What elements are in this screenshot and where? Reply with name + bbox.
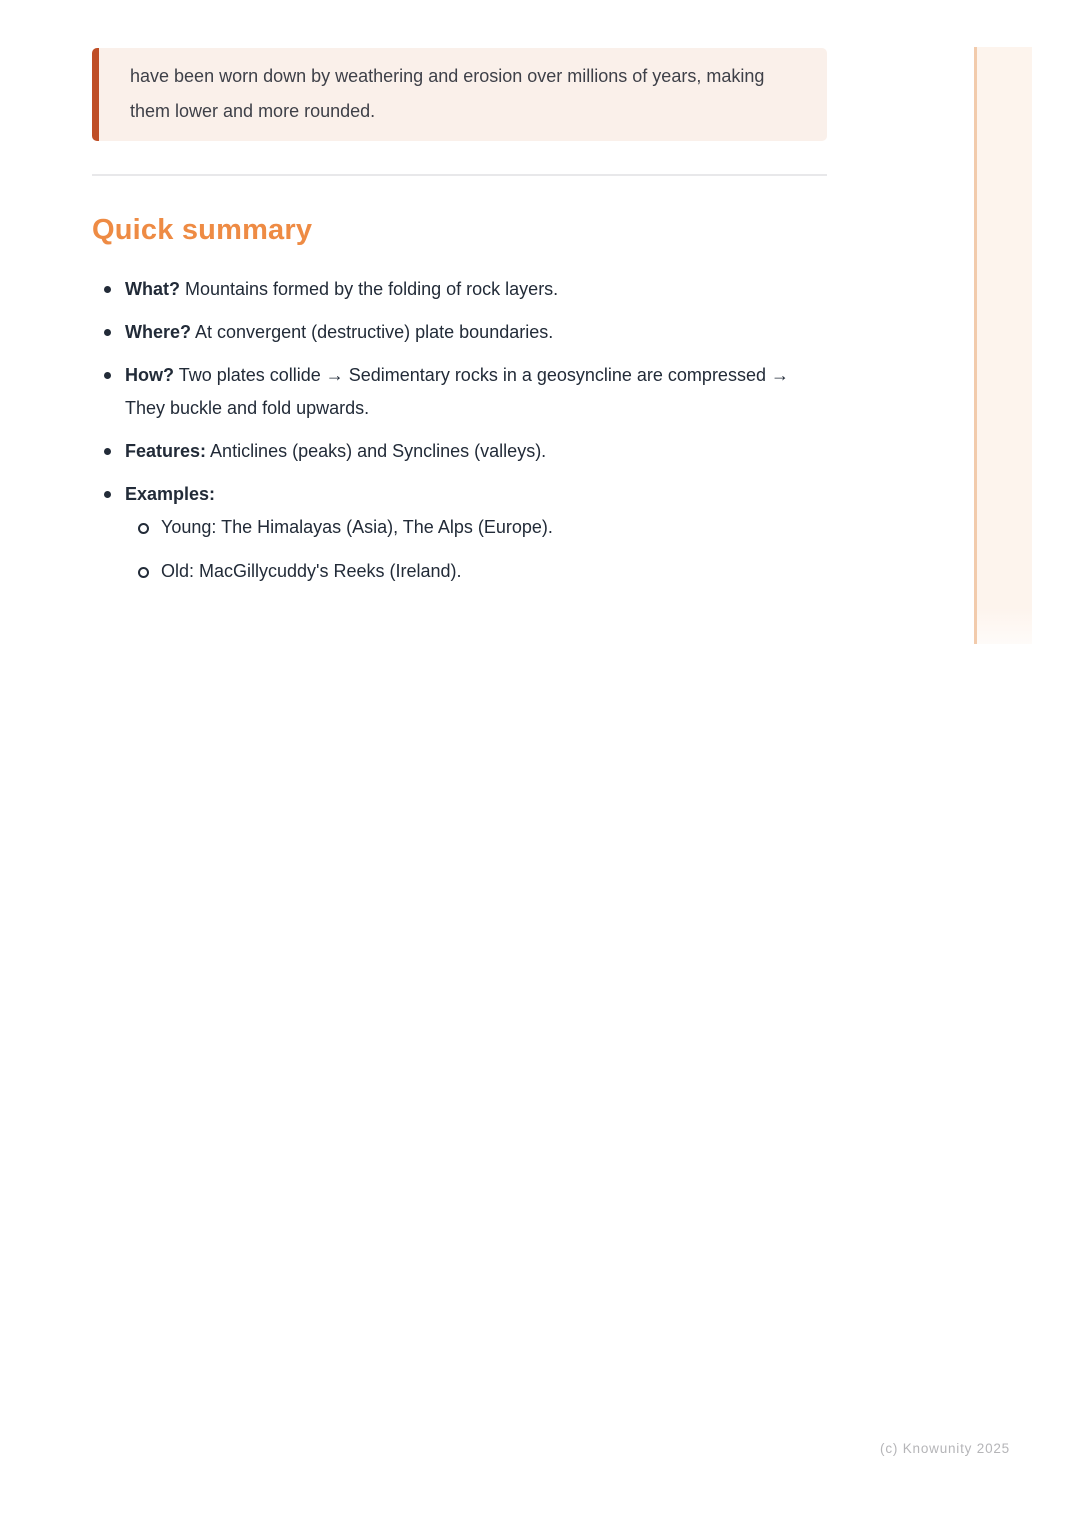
list-item-features [92, 435, 827, 468]
quote-callout [92, 48, 827, 141]
item-text: At convergent (destructive) plate boundaries. [195, 322, 554, 342]
page-edge-decoration [974, 47, 1032, 644]
summary-list [92, 273, 827, 588]
list-item-where [92, 316, 827, 349]
item-label: What? [125, 279, 180, 299]
item-label: Where? [125, 322, 192, 342]
item-text: Two plates collide → Sedimentary rocks in a geosyncline are compressed → They buckle and fold upwards. [125, 365, 789, 418]
examples-sub-list [125, 511, 827, 588]
sub-list-item-young: Young: The Himalayas (Asia), The Alps (Europe). [125, 511, 827, 544]
item-text: Anticlines (peaks) and Synclines (valleys). [210, 441, 547, 461]
sub-list-item-old: Old: MacGillycuddy's Reeks (Ireland). [125, 555, 827, 588]
document-content [92, 48, 827, 598]
list-item-examples [92, 478, 827, 588]
item-label: Examples: [125, 484, 216, 504]
section-divider [92, 174, 827, 176]
item-text: Mountains formed by the folding of rock layers. [185, 279, 559, 299]
list-item-what [92, 273, 827, 306]
section-heading: Quick summary [92, 214, 313, 246]
list-item-how [92, 359, 827, 425]
item-label: Features: [125, 441, 207, 461]
callout-text: have been worn down by weathering and erosion over millions of years, making them lower and more rounded. [130, 66, 765, 121]
item-label: How? [125, 365, 174, 385]
copyright-footer: (c) Knowunity 2025 [880, 1441, 1010, 1456]
